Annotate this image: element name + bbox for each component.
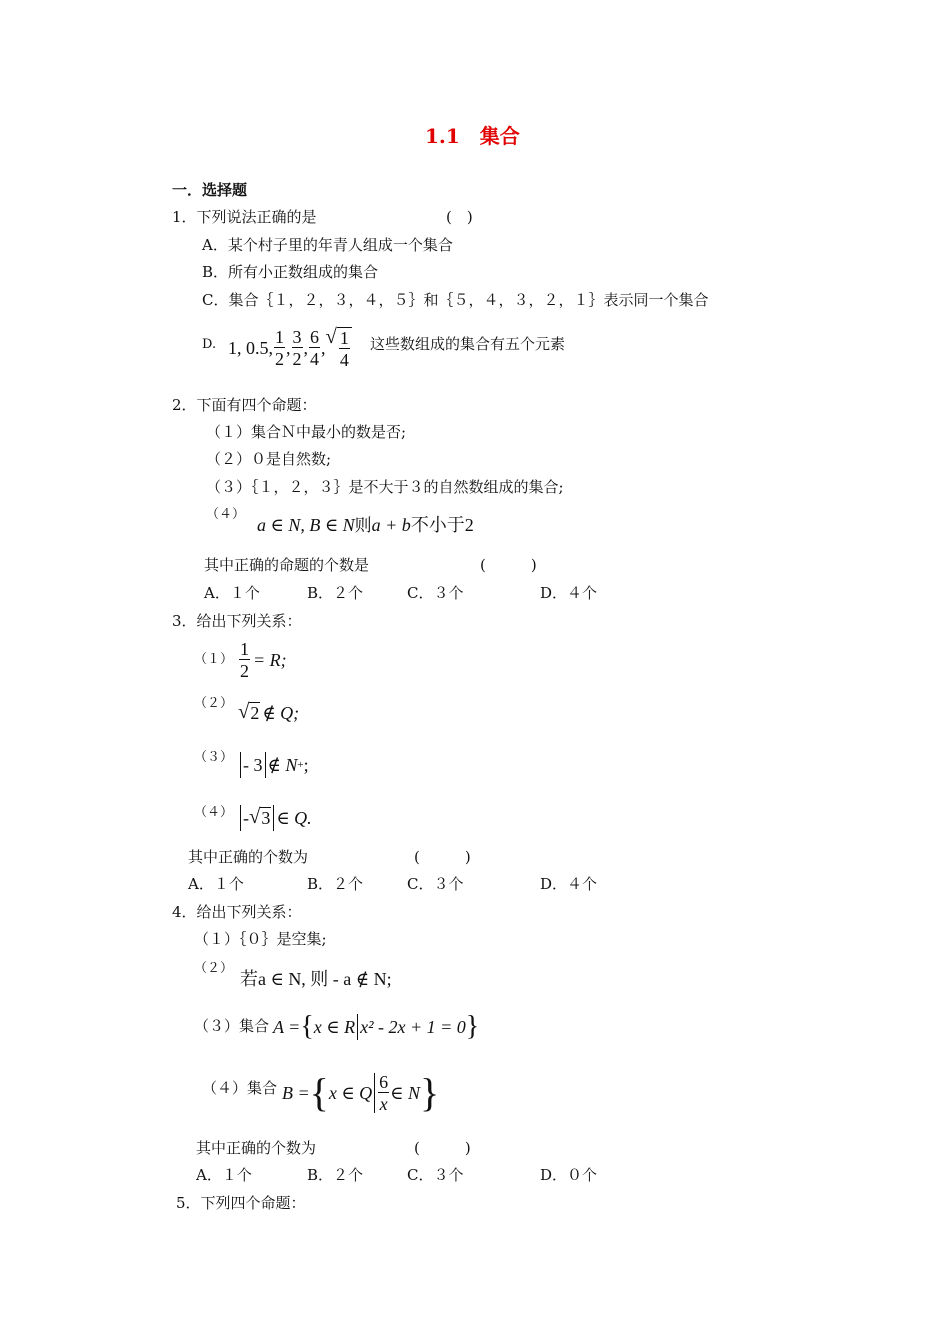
q3-option-a: A．１个 [188, 875, 244, 893]
q1-option-d-text: 这些数组成的集合有五个元素 [370, 335, 566, 353]
q4-option-b: B．２个 [307, 1166, 364, 1184]
q1-paren: ( ) [446, 208, 473, 226]
q4-r4-label: （４）集合 [202, 1079, 278, 1097]
q1-stem: 1．下列说法正确的是 [172, 208, 317, 226]
q4-stem: 4．给出下列关系： [172, 903, 302, 921]
q1-option-d-math: 1, 0.5, $\frac{1}{2}$ , $\frac{3}{2}$ , $\frac{6}{4}$ , √ $\frac{1}{4}$ [228, 327, 352, 369]
q4-option-a: A．１个 [196, 1166, 252, 1184]
q4-r2-label: （２） [194, 961, 234, 976]
q3-r2-math: √ 2 ∉ Q; [238, 701, 300, 723]
q2-p1: （１）集合Ｎ中最小的数是否; [206, 423, 407, 441]
q3-option-c: C．３个 [407, 875, 464, 893]
q2-stem: 2．下面有四个命题： [172, 396, 317, 414]
q3-r4-math: - √ 3 ∈ Q. [238, 805, 312, 831]
q4-option-d: D．０个 [540, 1166, 598, 1184]
q2-question: 其中正确的命题的个数是 [204, 556, 370, 574]
q4-r1: （１）｛０｝是空集; [194, 930, 327, 948]
q2-option-c: C．３个 [407, 584, 464, 602]
q4-r4-math: B = { x ∈ Q $\frac{6}{x}$ ∈ N } [282, 1070, 440, 1115]
page-title: 1.1 集合 [425, 124, 520, 148]
q1-d-sqrt: √ $\frac{1}{4}$ [326, 327, 352, 369]
q2-p4-label: （４） [206, 507, 246, 522]
q3-question: 其中正确的个数为 [188, 848, 309, 866]
q4-paren: ( ) [414, 1139, 471, 1157]
q2-option-d: D．４个 [540, 584, 598, 602]
q3-paren: ( ) [414, 848, 471, 866]
q5-stem: 5．下列四个命题： [176, 1194, 306, 1212]
q4-question: 其中正确的个数为 [196, 1139, 317, 1157]
q3-option-b: B．２个 [307, 875, 364, 893]
q1-option-c: C．集合｛１，２，３，４，５｝和｛５，４，３，２，１｝表示同一个集合 [202, 291, 709, 309]
q1-d-frac3: $\frac{6}{4}$ [310, 327, 319, 369]
q1-d-prefix: 1, 0.5, [228, 338, 273, 358]
q4-r3-math: A = { x ∈ R x² - 2x + 1 = 0 } [273, 1011, 480, 1042]
q1-option-d-label: D. [202, 337, 217, 352]
q3-r1-math: $\frac{1}{2}$ = R; [240, 639, 287, 681]
q1-option-b: B．所有小正数组成的集合 [202, 263, 379, 281]
q3-option-d: D．４个 [540, 875, 598, 893]
q2-paren: ( ) [480, 556, 537, 574]
q4-option-c: C．３个 [407, 1166, 464, 1184]
q2-p3: （３）｛１，２，３｝是不大于３的自然数组成的集合; [206, 478, 564, 496]
q4-r2-math: 若a ∈ N, 则 - a ∉ N; [240, 969, 392, 989]
q3-stem: 3．给出下列关系： [172, 612, 302, 630]
q4-r3-label: （３）集合 [194, 1017, 270, 1035]
q3-r2-label: （２） [194, 696, 234, 711]
q3-r3-math: - 3 ∉ N + ; [238, 752, 309, 778]
q1-d-frac1: $\frac{1}{2}$ [275, 327, 284, 369]
q2-p2: （２）０是自然数; [206, 450, 332, 468]
q2-option-b: B．２个 [307, 584, 364, 602]
q3-r1-label: （１） [194, 652, 234, 667]
q2-option-a: A．１个 [204, 584, 260, 602]
q1-d-frac2: $\frac{3}{2}$ [292, 327, 302, 369]
section-heading: 一．选择题 [172, 181, 248, 199]
q2-p4-math: a ∈ N, B ∈ N则a + b不小于2 [257, 515, 474, 535]
q3-r3-label: （３） [194, 750, 234, 765]
q1-option-a: A．某个村子里的年青人组成一个集合 [202, 236, 453, 254]
q3-r4-label: （４） [194, 805, 234, 820]
